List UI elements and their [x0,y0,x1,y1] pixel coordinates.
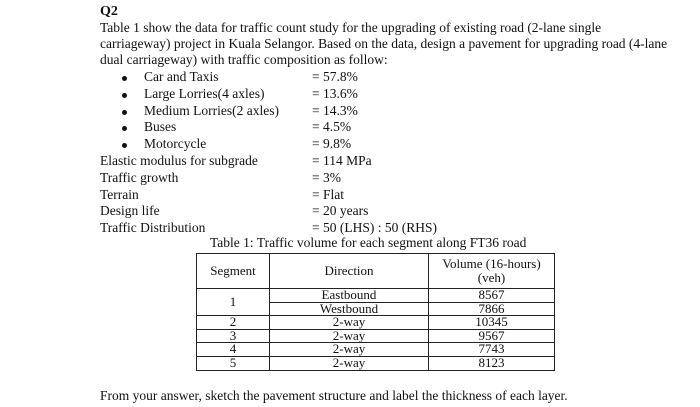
parameter-label: Traffic growth [100,169,179,185]
cell-direction: 2-way [270,329,429,343]
composition-item [100,86,690,103]
cell-volume: 8567 [429,289,555,303]
parameter-row [100,187,690,204]
composition-label: Car and Taxis [144,69,219,84]
cell-volume: 9567 [429,329,555,343]
cell-segment: 2 [197,316,270,330]
cell-direction: 2-way [270,356,429,370]
parameter-row [100,203,690,220]
cell-segment: 1 [197,289,270,316]
bullet-icon [122,93,127,98]
bullet-icon [122,76,127,81]
parameter-list [100,69,690,237]
bullet-icon [122,126,127,131]
composition-value: = 9.8% [312,136,352,152]
bullet-icon [122,110,127,115]
parameter-value: = 3% [312,169,341,185]
header-segment: Segment [197,254,270,289]
table-caption: Table 1: Traffic volume for each segment along FT36 road [210,235,527,250]
cell-volume: 7743 [429,343,555,357]
parameter-row [100,170,690,187]
traffic-volume-table [196,253,555,371]
parameter-value: = 50 (LHS) : 50 (RHS) [312,220,437,236]
composition-label: Medium Lorries(2 axles) [144,102,279,118]
cell-direction: 2-way [270,316,429,330]
parameter-value: = 114 MPa [312,152,372,168]
cell-direction: Westbound [270,302,429,316]
parameter-value: = Flat [312,186,344,202]
parameter-label: Traffic Distribution [100,220,206,236]
cell-volume: 7866 [429,302,555,316]
header-volume: Volume (16-hours) (veh) [429,254,555,289]
cell-direction: Eastbound [270,289,429,303]
cell-segment: 5 [197,356,270,370]
cell-segment: 3 [197,329,270,343]
composition-value: = 13.6% [312,85,358,101]
composition-item [100,136,690,153]
composition-value: = 4.5% [312,119,352,135]
question-intro: Table 1 show the data for traffic count study for the upgrading of existing road (2-lane single carriageway) project in Kuala Selangor. Based on the data, design a pavement for upgrading road (4-lane dual carriageway) with traffic composition as follow: [100,20,668,67]
cell-direction: 2-way [270,343,429,357]
parameter-label: Elastic modulus for subgrade [100,152,258,168]
parameter-label: Terrain [100,186,139,202]
composition-label: Buses [144,119,177,135]
composition-value: = 57.8% [312,69,358,84]
question-block [100,4,690,237]
parameter-row [100,153,690,170]
cell-volume: 10345 [429,316,555,330]
parameter-label: Design life [100,203,160,219]
table-header-row [197,254,555,289]
cell-volume: 8123 [429,356,555,370]
footer-instruction: From your answer, sketch the pavement structure and label the thickness of each layer. [100,388,568,403]
composition-value: = 14.3% [312,102,358,118]
parameter-value: = 20 years [312,203,369,219]
composition-label: Large Lorries(4 axles) [144,85,265,101]
header-direction: Direction [270,254,429,289]
bullet-icon [122,143,127,148]
composition-label: Motorcycle [144,136,207,152]
table-row [197,356,555,370]
composition-item [100,69,690,86]
composition-item [100,119,690,136]
composition-item [100,103,690,120]
question-title: Q2 [100,4,118,19]
cell-segment: 4 [197,343,270,357]
